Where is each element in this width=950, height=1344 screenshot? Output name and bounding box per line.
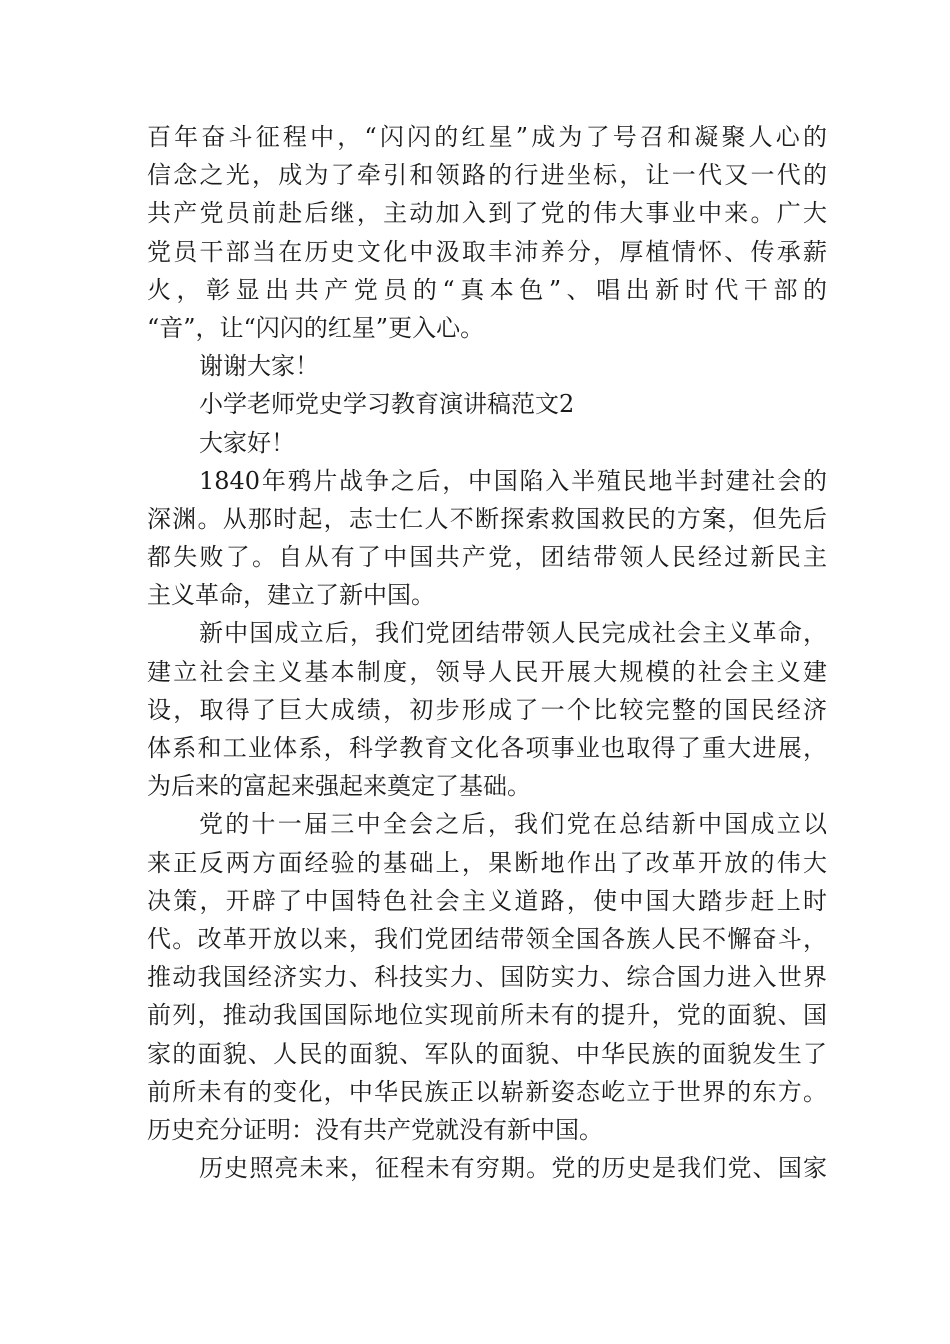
text-line: 建立社会主义基本制度，领导人民开展大规模的社会主义建 <box>147 657 827 686</box>
text-line: 百年奋斗征程中，“闪闪的红星”成为了号召和凝聚人心的 <box>147 123 827 151</box>
text-line: 决策，开辟了中国特色社会主义道路，使中国大踏步赶上时 <box>147 886 827 915</box>
text-line: 前列，推动我国国际地位实现前所未有的提升，党的面貌、国 <box>147 1001 827 1030</box>
text-line: 深渊。从那时起，志士仁人不断探索救国救民的方案，但先后 <box>147 504 827 533</box>
text-line: 设，取得了巨大成绩，初步形成了一个比较完整的国民经济 <box>147 695 827 724</box>
text-line: 都失败了。自从有了中国共产党，团结带领人民经过新民主 <box>147 543 827 572</box>
text-line: 来正反两方面经验的基础上，果断地作出了改革开放的伟大 <box>147 848 827 877</box>
text-line: 推动我国经济实力、科技实力、国防实力、综合国力进入世界 <box>147 963 827 992</box>
section-title: 小学老师党史学习教育演讲稿范文2 <box>199 390 575 419</box>
text-line: 体系和工业体系，科学教育文化各项事业也取得了重大进展， <box>147 734 827 762</box>
text-line: 党的十一届三中全会之后，我们党在总结新中国成立以 <box>199 810 827 839</box>
text-line: 代。改革开放以来，我们党团结带领全国各族人民不懈奋斗， <box>147 924 827 953</box>
document-page <box>147 118 827 1187</box>
text-line: 前所未有的变化，中华民族正以崭新姿态屹立于世界的东方。 <box>147 1077 827 1106</box>
text-line: 历史照亮未来，征程未有穷期。党的历史是我们党、国家 <box>199 1154 827 1183</box>
text-line: 主义革命，建立了新中国。 <box>147 581 435 610</box>
text-line: 为后来的富起来强起来奠定了基础。 <box>147 772 531 801</box>
text-line: “音”，让“闪闪的红星”更入心。 <box>147 313 485 342</box>
text-line: 火，彰显出共产党员的“真本色”、唱出新时代干部的 <box>147 275 827 304</box>
text-line: 家的面貌、人民的面貌、军队的面貌、中华民族的面貌发生了 <box>147 1039 827 1068</box>
text-line: 历史充分证明：没有共产党就没有新中国。 <box>147 1115 603 1144</box>
closing-line: 谢谢大家！ <box>199 352 319 381</box>
greeting-line: 大家好！ <box>199 428 295 457</box>
text-line: 党员干部当在历史文化中汲取丰沛养分，厚植情怀、传承薪 <box>147 237 827 266</box>
text-line: 1840年鸦片战争之后，中国陷入半殖民地半封建社会的 <box>199 466 827 495</box>
text-line: 信念之光，成为了牵引和领路的行进坐标，让一代又一代的 <box>147 161 827 190</box>
text-line: 新中国成立后，我们党团结带领人民完成社会主义革命， <box>199 619 827 648</box>
text-line: 共产党员前赴后继，主动加入到了党的伟大事业中来。广大 <box>147 199 827 228</box>
